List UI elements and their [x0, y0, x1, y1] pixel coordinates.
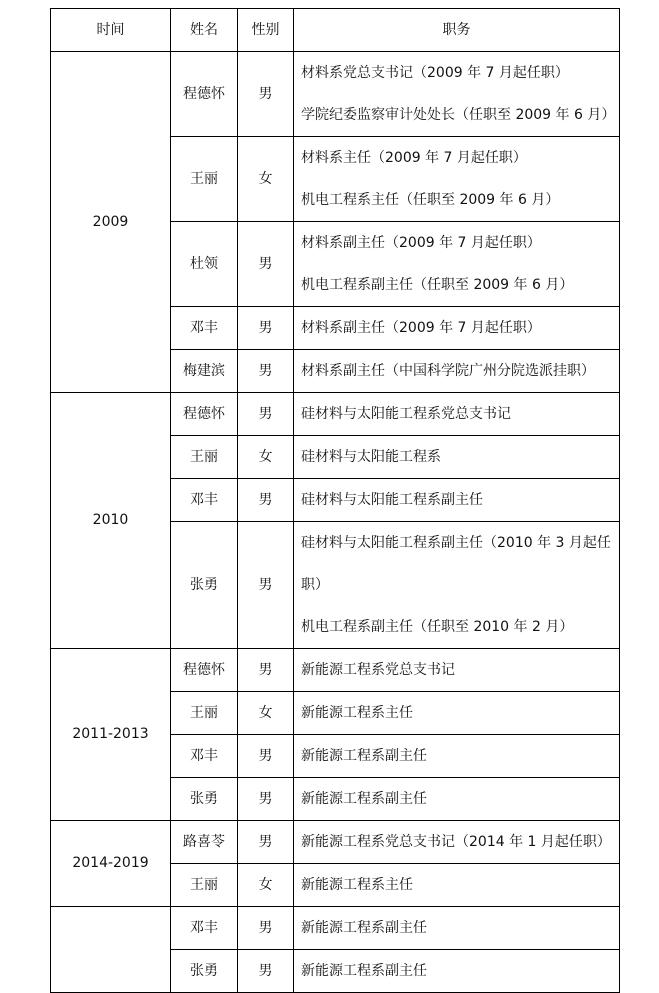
table-row — [51, 907, 620, 950]
duty-line: 机电工程系副主任（任职至 2010 年 2 月） — [301, 619, 574, 635]
gender-cell: 女 — [238, 137, 294, 222]
duty-cell — [294, 522, 620, 649]
name-cell: 邓丰 — [171, 907, 238, 950]
gender-cell: 男 — [238, 350, 294, 393]
duty-cell — [294, 907, 620, 950]
name-cell: 王丽 — [171, 692, 238, 735]
gender-cell: 男 — [238, 950, 294, 993]
duty-line: 新能源工程系副主任 — [301, 791, 427, 807]
gender-cell: 男 — [238, 649, 294, 692]
duty-cell — [294, 350, 620, 393]
duty-line: 机电工程系副主任（任职至 2009 年 6 月） — [301, 277, 574, 293]
header-name: 姓名 — [171, 9, 238, 52]
name-cell: 邓丰 — [171, 735, 238, 778]
year-cell: 2014-2019 — [51, 821, 171, 907]
gender-cell: 男 — [238, 52, 294, 137]
name-cell: 邓丰 — [171, 479, 238, 522]
gender-cell: 男 — [238, 479, 294, 522]
duty-line: 硅材料与太阳能工程系副主任 — [301, 492, 483, 508]
name-cell: 王丽 — [171, 864, 238, 907]
duty-line: 新能源工程系党总支书记（2014 年 1 月起任职） — [301, 834, 611, 850]
duty-cell — [294, 307, 620, 350]
duty-line: 新能源工程系副主任 — [301, 963, 427, 979]
duty-cell — [294, 479, 620, 522]
year-cell: 2009 — [51, 52, 171, 393]
duty-line: 硅材料与太阳能工程系 — [301, 449, 441, 465]
year-cell: 2010 — [51, 393, 171, 649]
name-cell: 张勇 — [171, 778, 238, 821]
duty-line: 材料系副主任（中国科学院广州分院选派挂职） — [301, 363, 595, 379]
name-cell: 程德怀 — [171, 393, 238, 436]
name-cell: 路喜苓 — [171, 821, 238, 864]
name-cell: 张勇 — [171, 950, 238, 993]
name-cell: 杜领 — [171, 222, 238, 307]
duty-cell — [294, 436, 620, 479]
duty-line: 材料系党总支书记（2009 年 7 月起任职） — [301, 65, 569, 81]
duty-line: 职） — [301, 577, 329, 593]
duty-line: 新能源工程系副主任 — [301, 748, 427, 764]
duty-line: 机电工程系主任（任职至 2009 年 6 月） — [301, 192, 560, 208]
gender-cell: 男 — [238, 907, 294, 950]
gender-cell: 男 — [238, 307, 294, 350]
header-row — [51, 9, 620, 52]
duty-cell — [294, 950, 620, 993]
duty-line: 新能源工程系主任 — [301, 877, 413, 893]
duty-cell — [294, 778, 620, 821]
duty-cell — [294, 735, 620, 778]
year-cell: 2011-2013 — [51, 649, 171, 821]
gender-cell: 女 — [238, 436, 294, 479]
duty-cell — [294, 52, 620, 137]
table-row — [51, 393, 620, 436]
duty-line: 新能源工程系副主任 — [301, 920, 427, 936]
table-row — [51, 649, 620, 692]
duty-line: 材料系副主任（2009 年 7 月起任职） — [301, 320, 541, 336]
header-gender: 性别 — [238, 9, 294, 52]
name-cell: 张勇 — [171, 522, 238, 649]
duty-line: 材料系副主任（2009 年 7 月起任职） — [301, 235, 541, 251]
duty-cell — [294, 692, 620, 735]
duty-line: 学院纪委监察审计处处长（任职至 2009 年 6 月） — [301, 107, 616, 123]
gender-cell: 男 — [238, 222, 294, 307]
duty-line: 硅材料与太阳能工程系副主任（2010 年 3 月起任 — [301, 535, 611, 551]
table-row — [51, 52, 620, 137]
header-time: 时间 — [51, 9, 171, 52]
officials-table — [50, 8, 620, 993]
duty-line: 新能源工程系党总支书记 — [301, 662, 455, 678]
name-cell: 王丽 — [171, 137, 238, 222]
duty-cell — [294, 821, 620, 864]
name-cell: 程德怀 — [171, 649, 238, 692]
duty-line: 材料系主任（2009 年 7 月起任职） — [301, 150, 527, 166]
gender-cell: 男 — [238, 393, 294, 436]
duty-cell — [294, 649, 620, 692]
name-cell: 王丽 — [171, 436, 238, 479]
year-cell — [51, 907, 171, 993]
gender-cell: 男 — [238, 778, 294, 821]
duty-cell — [294, 864, 620, 907]
table-body — [51, 52, 620, 993]
duty-line: 硅材料与太阳能工程系党总支书记 — [301, 406, 511, 422]
gender-cell: 男 — [238, 735, 294, 778]
gender-cell: 女 — [238, 864, 294, 907]
gender-cell: 女 — [238, 692, 294, 735]
table-row — [51, 821, 620, 864]
duty-line: 新能源工程系主任 — [301, 705, 413, 721]
name-cell: 梅建滨 — [171, 350, 238, 393]
header-duty: 职务 — [294, 9, 620, 52]
name-cell: 程德怀 — [171, 52, 238, 137]
duty-cell — [294, 222, 620, 307]
name-cell: 邓丰 — [171, 307, 238, 350]
gender-cell: 男 — [238, 522, 294, 649]
duty-cell — [294, 137, 620, 222]
duty-cell — [294, 393, 620, 436]
gender-cell: 男 — [238, 821, 294, 864]
